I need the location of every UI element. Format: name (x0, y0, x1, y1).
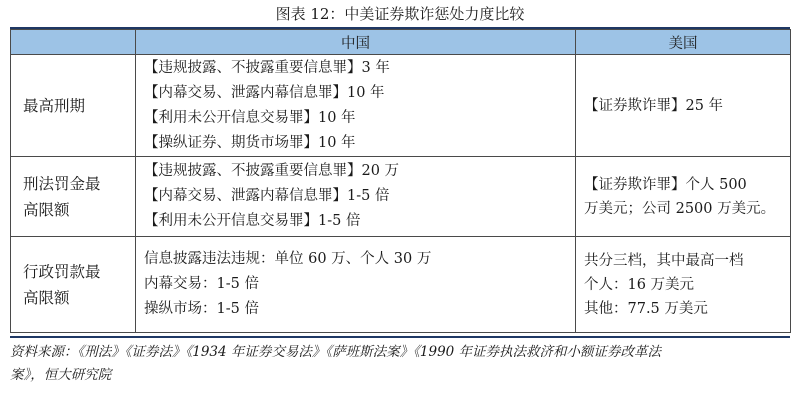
row-header-line: 高限额 (23, 288, 70, 307)
source-rule (10, 336, 790, 338)
cell-line: 信息披露违法违规：单位 60 万、个人 30 万 (144, 251, 432, 267)
cell-line: 【证券欺诈罪】个人 500 (584, 176, 747, 193)
source-line: 资料来源：《刑法》《证券法》《1934 年证券交易法》《萨班斯法案》《1990 年证券执法救济和小额证券改革法 (10, 344, 662, 360)
cell-line: 操纵市场：1-5 倍 (144, 301, 259, 317)
cell-line: 【内幕交易、泄露内幕信息罪】1-5 倍 (144, 188, 390, 204)
header-corner (11, 30, 136, 55)
header-china: 中国 (136, 30, 576, 55)
cell-line: 【违规披露、不披露重要信息罪】20 万 (144, 163, 400, 179)
row-header-line: 高限额 (23, 200, 70, 219)
row-header-max-prison-term (11, 55, 136, 157)
row-header-line: 行政罚款最 (23, 262, 101, 281)
cell-china-prison (136, 55, 576, 157)
cell-line: 【违规披露、不披露重要信息罪】3 年 (144, 59, 390, 76)
figure-title: 图表 12：中美证券欺诈惩处力度比较 (275, 5, 525, 23)
row-header-line: 刑法罚金最 (23, 174, 101, 193)
cell-line: 共分三档，其中最高一档 (584, 252, 744, 269)
row-header-max-admin-penalty (11, 237, 136, 333)
source-note (10, 341, 790, 387)
header-usa: 美国 (576, 30, 791, 55)
cell-usa-prison (576, 55, 791, 157)
table-row (11, 157, 791, 237)
table-row (11, 55, 791, 157)
cell-china-admin (136, 237, 576, 333)
cell-usa-admin (576, 237, 791, 333)
row-header-line: 最高刑期 (23, 96, 86, 115)
cell-line: 【内幕交易、泄露内幕信息罪】10 年 (144, 84, 385, 101)
cell-usa-fine (576, 157, 791, 237)
table-row (11, 237, 791, 333)
cell-china-fine (136, 157, 576, 237)
row-header-max-criminal-fine (11, 157, 136, 237)
comparison-table (10, 29, 791, 333)
cell-line: 【利用未公开信息交易罪】1-5 倍 (144, 213, 361, 229)
cell-line: 万美元；公司 2500 万美元。 (584, 200, 776, 217)
cell-line: 【操纵证券、期货市场罪】10 年 (144, 134, 356, 151)
cell-line: 个人：16 万美元 (584, 276, 695, 293)
table-header-row (11, 30, 791, 55)
source-line: 案》，恒大研究院 (10, 367, 112, 383)
cell-line: 【利用未公开信息交易罪】10 年 (144, 109, 356, 126)
cell-line: 其他：77.5 万美元 (584, 300, 708, 317)
cell-line: 内幕交易：1-5 倍 (144, 276, 259, 292)
cell-line: 【证券欺诈罪】25 年 (584, 97, 724, 114)
